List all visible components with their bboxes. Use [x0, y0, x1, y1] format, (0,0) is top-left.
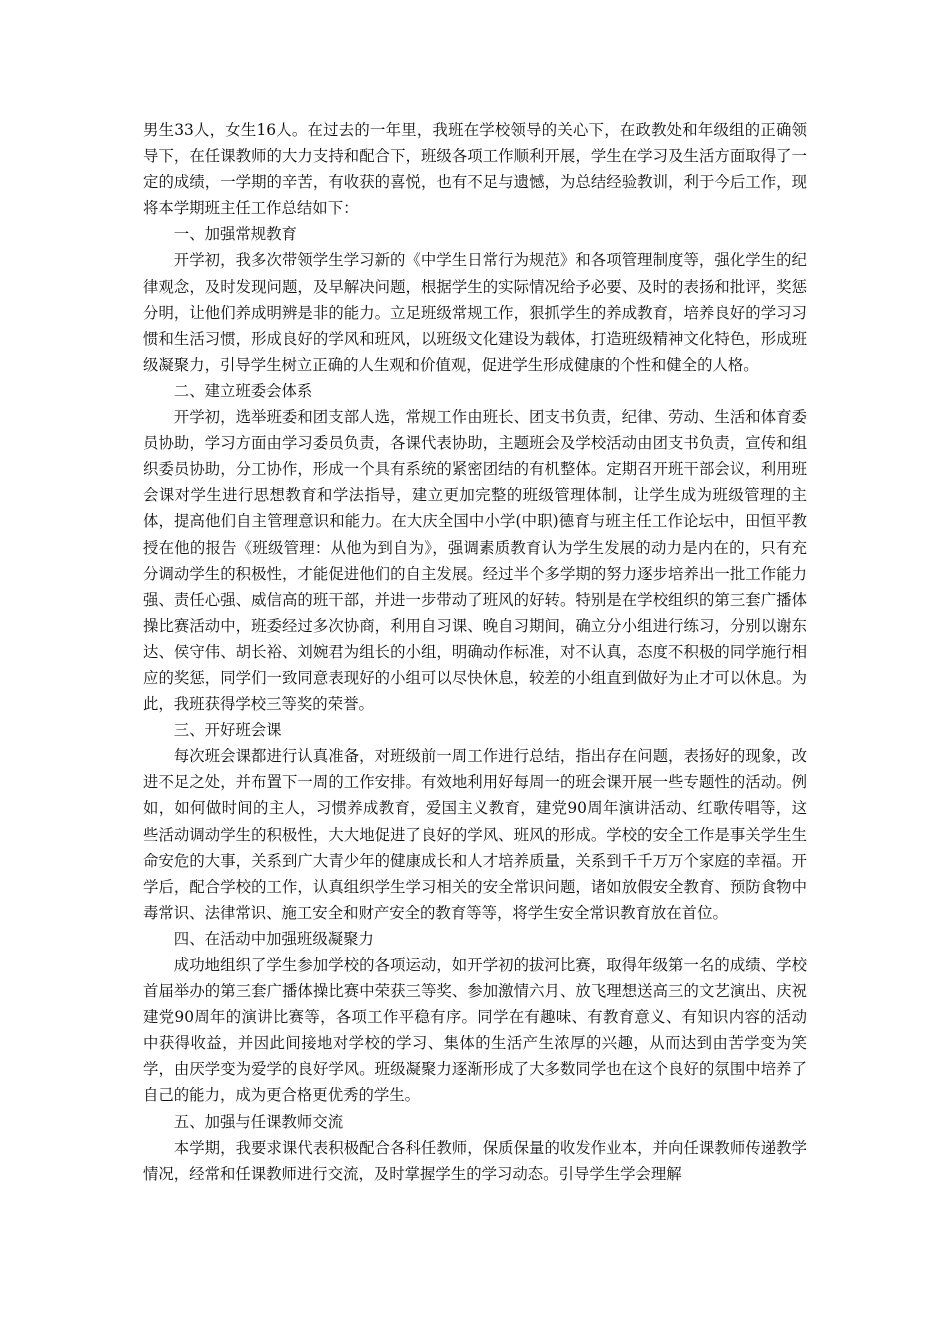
section-body-1: 开学初，我多次带领学生学习新的《中学生日常行为规范》和各项管理制度等，强化学生的纪律观念，及时发现问题，及早解决问题，根据学生的实际情况给予必要、及时的表扬和批评，奖惩分明，让他们养成明辨是非的能力。立足班级常规工作，狠抓学生的养成教育，培养良好的学习习惯和生活习惯，形成良好的学风和班风，以班级文化建设为载体，打造班级精神文化特色，形成班级凝聚力，引导学生树立正确的人生观和价值观，促进学生形成健康的个性和健全的人格。	[143, 251, 807, 374]
intro-paragraph: 男生33人，女生16人。在过去的一年里，我班在学校领导的关心下，在政教处和年级组的正确领导下，在任课教师的大力支持和配合下，班级各项工作顺利开展，学生在学习及生活方面取得了一定的成绩，一学期的辛苦，有收获的喜悦，也有不足与遗憾，为总结经验教训，利于今后工作，现将本学期班主任工作总结如下：	[143, 121, 807, 218]
section-body-5: 本学期，我要求课代表积极配合各科任教师，保质保量的收发作业本，并向任课教师传递教学情况，经常和任课教师进行交流，及时掌握学生的学习动态。引导学生学会理解	[143, 1138, 807, 1183]
section-body-4: 成功地组织了学生参加学校的各项运动，如开学初的拔河比赛，取得年级第一名的成绩、学校首届举办的第三套广播体操比赛中荣获三等奖、参加激情六月、放飞理想送高三的文艺演出、庆祝建党90周年的演讲比赛等，各项工作平稳有序。同学在有趣味、有教育意义、有知识内容的活动中获得收益，并因此间接地对学校的学习、集体的生活产生浓厚的兴趣，从而达到由苦学变为笑学，由厌学变为爱学的良好学风。班级凝聚力逐渐形成了大多数同学也在这个良好的氛围中培养了自己的能力，成为更合格更优秀的学生。	[143, 956, 807, 1105]
section-heading-1: 一、加强常规教育	[173, 225, 297, 244]
document-page	[143, 117, 807, 1187]
section-body-3: 每次班会课都进行认真准备，对班级前一周工作进行总结，指出存在问题，表扬好的现象，改进不足之处，并布置下一周的工作安排。有效地利用好每周一的班会课开展一些专题性的活动。例如，如何做时间的主人，习惯养成教育，爱国主义教育，建党90周年演讲活动、红歌传唱等，这些活动调动学生的积极性，大大地促进了良好的学风、班风的形成。学校的安全工作是事关学生生命安危的大事，关系到广大青少年的健康成长和人才培养质量，关系到千千万万个家庭的幸福。开学后，配合学校的工作，认真组织学生学习相关的安全常识问题，诸如放假安全教育、预防食物中毒常识、法律常识、施工安全和财产安全的教育等等，将学生安全常识教育放在首位。	[143, 747, 807, 922]
section-heading-2: 二、建立班委会体系	[173, 381, 313, 400]
section-heading-4: 四、在活动中加强班级凝聚力	[173, 929, 374, 948]
section-heading-3: 三、开好班会课	[173, 721, 282, 740]
section-body-2: 开学初，选举班委和团支部人选，常规工作由班长、团支书负责，纪律、劳动、生活和体育委员协助，学习方面由学习委员负责，各课代表协助，主题班会及学校活动由团支书负责，宣传和组织委员协助，分工协作，形成一个具有系统的紧密团结的有机整体。定期召开班干部会议，利用班会课对学生进行思想教育和学法指导，建立更加完整的班级管理体制，让学生成为班级管理的主体，提高他们自主管理意识和能力。在大庆全国中小学(中职)德育与班主任工作论坛中，田恒平教授在他的报告《班级管理：从他为到自为》，强调素质教育认为学生发展的动力是内在的，只有充分调动学生的积极性，才能促进他们的自主发展。经过半个多学期的努力逐步培养出一批工作能力强、责任心强、威信高的班干部，并进一步带动了班风的好转。特别是在学校组织的第三套广播体操比赛活动中，班委经过多次协商，利用自习课、晚自习期间，确立分小组进行练习，分别以谢东达、侯守伟、胡长裕、刘婉君为组长的小组，明确动作标准，对不认真，态度不积极的同学施行相应的奖惩，同学们一致同意表现好的小组可以尽快休息，较差的小组直到做好为止才可以休息。为此，我班获得学校三等奖的荣誉。	[143, 408, 807, 714]
section-heading-5: 五、加强与任课教师交流	[173, 1112, 344, 1131]
